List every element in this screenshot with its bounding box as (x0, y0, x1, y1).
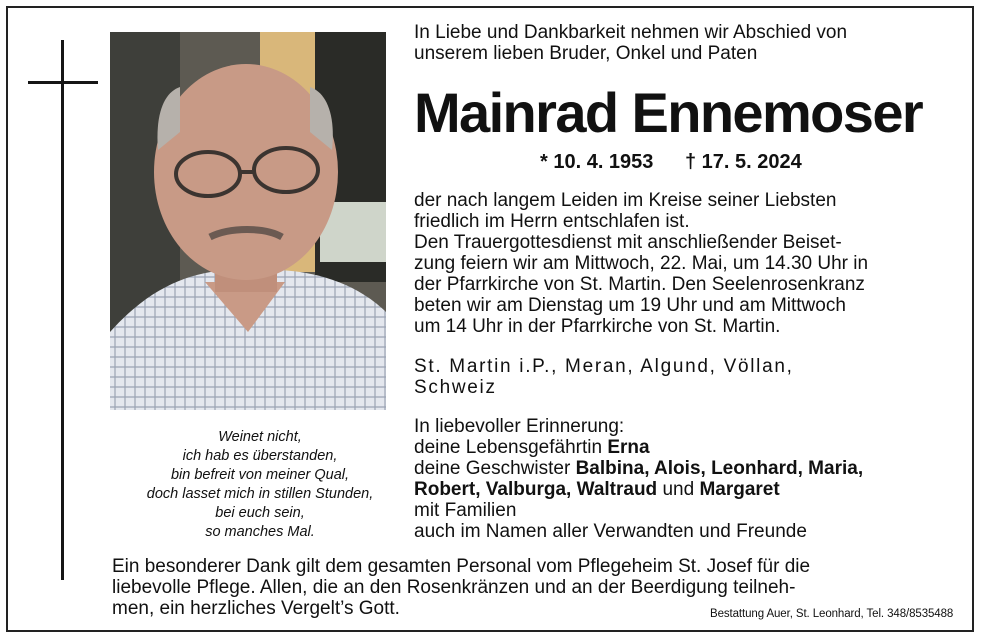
poem-line: ich hab es überstanden, (182, 448, 338, 464)
poem-line: Weinet nicht, (218, 429, 302, 445)
intro-text (414, 22, 954, 64)
places-line: Schweiz (414, 377, 497, 398)
places-line: St. Martin i.P., Meran, Algund, Völlan, (414, 356, 794, 377)
partner-name: Erna (607, 437, 650, 458)
poem-line: bin befreit von meiner Qual, (170, 467, 350, 483)
families-line: mit Familien (414, 500, 517, 521)
funeral-home: Bestattung Auer, St. Leonhard, Tel. 348/8535488 (710, 608, 954, 620)
announcement-body (414, 190, 954, 337)
partner-line (414, 437, 954, 458)
poem (110, 428, 410, 542)
birth-date: * 10. 4. 1953 (540, 151, 654, 173)
body-line: zung feiern wir am Mittwoch, 22. Mai, um 14.30 Uhr in (414, 253, 869, 274)
portrait-illustration (110, 32, 386, 410)
death-date: † 17. 5. 2024 (685, 151, 802, 173)
mourners-list (414, 416, 954, 542)
cross-icon (61, 40, 64, 580)
body-line: um 14 Uhr in der Pfarrkirche von St. Martin. (414, 316, 781, 337)
body-line: beten wir am Dienstag um 19 Uhr und am Mittwoch (414, 295, 846, 316)
intro-line: unserem lieben Bruder, Onkel und Paten (414, 43, 758, 64)
cross-icon-bar (28, 81, 98, 84)
memory-heading: In liebevoller Erinnerung: (414, 416, 625, 437)
siblings-prefix: deine Geschwister (414, 458, 576, 479)
siblings-line (414, 458, 954, 479)
and-word: und (657, 479, 700, 500)
body-line: Den Trauergottesdienst mit anschließender Beiset- (414, 232, 842, 253)
relatives-line: auch im Namen aller Verwandten und Freunde (414, 521, 807, 542)
poem-line: doch lasset mich in stillen Stunden, (146, 486, 374, 502)
places (414, 356, 954, 398)
poem-line: bei euch sein, (215, 505, 305, 521)
portrait-photo (110, 32, 386, 410)
thanks-line: Ein besonderer Dank gilt dem gesamten Personal vom Pflegeheim St. Josef für die (112, 556, 811, 577)
thanks-line: men, ein herzliches Vergelt’s Gott. (112, 598, 400, 619)
life-dates (540, 150, 802, 174)
siblings-names: Balbina, Alois, Leonhard, Maria, (575, 458, 864, 479)
sibling-last: Margaret (699, 479, 780, 500)
body-line: friedlich im Herrn entschlafen ist. (414, 211, 690, 232)
body-line: der nach langem Leiden im Kreise seiner Liebsten (414, 190, 837, 211)
thanks-line: liebevolle Pflege. Allen, die an den Rosenkränzen und an der Beerdigung teilneh- (112, 577, 796, 598)
siblings-line-2 (414, 479, 954, 500)
partner-prefix: deine Lebensgefährtin (414, 437, 608, 458)
body-line: der Pfarrkirche von St. Martin. Den Seelenrosenkranz (414, 274, 865, 295)
poem-line: so manches Mal. (205, 524, 315, 540)
deceased-name: Mainrad Ennemoser (414, 81, 923, 144)
intro-line: In Liebe und Dankbarkeit nehmen wir Abschied von (414, 22, 848, 43)
siblings-names-2: Robert, Valburga, Waltraud (414, 479, 658, 500)
